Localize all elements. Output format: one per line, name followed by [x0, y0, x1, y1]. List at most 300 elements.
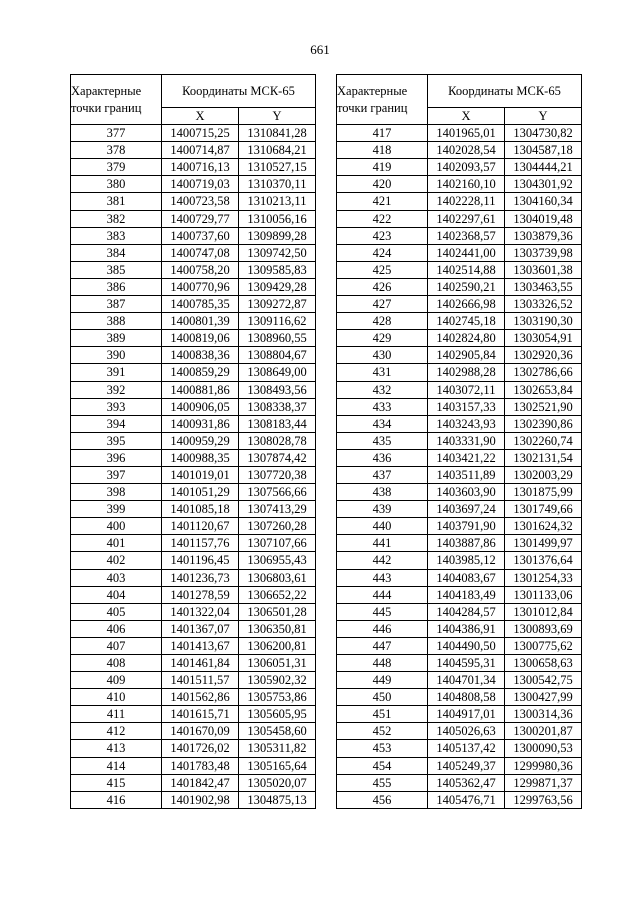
table-row [71, 313, 316, 330]
table-row [71, 689, 316, 706]
coord-y: 1302920,36 [505, 347, 582, 364]
table-row [337, 313, 582, 330]
coord-x: 1400819,06 [162, 330, 239, 347]
table-row [71, 586, 316, 603]
coord-x: 1400729,77 [162, 210, 239, 227]
point-number: 442 [337, 552, 428, 569]
coord-x: 1404386,91 [428, 620, 505, 637]
point-number: 428 [337, 313, 428, 330]
coord-y: 1302003,29 [505, 466, 582, 483]
coord-y: 1310056,16 [239, 210, 316, 227]
point-number: 454 [337, 757, 428, 774]
coord-x: 1402905,84 [428, 347, 505, 364]
coord-y: 1301624,32 [505, 518, 582, 535]
coord-y: 1303601,38 [505, 261, 582, 278]
table-row [71, 552, 316, 569]
coord-x: 1405026,63 [428, 723, 505, 740]
coord-y: 1307413,29 [239, 501, 316, 518]
table-row [71, 244, 316, 261]
table-row [71, 381, 316, 398]
table-row [337, 142, 582, 159]
coord-x: 1401783,48 [162, 757, 239, 774]
point-number: 439 [337, 501, 428, 518]
point-number: 411 [71, 706, 162, 723]
coord-y: 1309429,28 [239, 278, 316, 295]
point-number: 380 [71, 176, 162, 193]
coord-y: 1308493,56 [239, 381, 316, 398]
point-number: 431 [337, 364, 428, 381]
table-row [71, 210, 316, 227]
coord-x: 1400714,87 [162, 142, 239, 159]
coord-y: 1308960,55 [239, 330, 316, 347]
coord-y: 1309272,87 [239, 296, 316, 313]
coord-x: 1403887,86 [428, 535, 505, 552]
point-number: 390 [71, 347, 162, 364]
coord-y: 1300201,87 [505, 723, 582, 740]
point-number: 434 [337, 415, 428, 432]
coord-y: 1309116,62 [239, 313, 316, 330]
table-row [337, 518, 582, 535]
coord-y: 1305165,64 [239, 757, 316, 774]
coord-x: 1402368,57 [428, 227, 505, 244]
coord-x: 1403421,22 [428, 449, 505, 466]
coord-y: 1301133,06 [505, 586, 582, 603]
point-number: 441 [337, 535, 428, 552]
coord-x: 1401413,67 [162, 637, 239, 654]
coord-x: 1401120,67 [162, 518, 239, 535]
table-row [337, 227, 582, 244]
table-row [337, 757, 582, 774]
point-number: 410 [71, 689, 162, 706]
point-number: 438 [337, 484, 428, 501]
coord-y: 1305753,86 [239, 689, 316, 706]
coord-y: 1306652,22 [239, 586, 316, 603]
coord-x: 1402028,54 [428, 142, 505, 159]
point-number: 443 [337, 569, 428, 586]
coord-y: 1303326,52 [505, 296, 582, 313]
point-number: 420 [337, 176, 428, 193]
point-number: 419 [337, 159, 428, 176]
coord-x: 1400801,39 [162, 313, 239, 330]
coord-x: 1403511,89 [428, 466, 505, 483]
coord-x: 1402228,11 [428, 193, 505, 210]
point-number: 449 [337, 672, 428, 689]
point-number: 386 [71, 278, 162, 295]
point-number: 393 [71, 398, 162, 415]
coordinates-table-left [70, 74, 316, 809]
coord-y: 1302786,66 [505, 364, 582, 381]
coord-x: 1401085,18 [162, 501, 239, 518]
table-row [71, 706, 316, 723]
coord-x: 1404595,31 [428, 655, 505, 672]
coord-x: 1402297,61 [428, 210, 505, 227]
table-row [71, 723, 316, 740]
coord-y: 1301499,97 [505, 535, 582, 552]
point-number: 450 [337, 689, 428, 706]
coord-x: 1405137,42 [428, 740, 505, 757]
point-number: 448 [337, 655, 428, 672]
coord-x: 1400758,20 [162, 261, 239, 278]
coord-x: 1400785,35 [162, 296, 239, 313]
coord-x: 1402666,98 [428, 296, 505, 313]
table-row [71, 415, 316, 432]
coord-x: 1401511,57 [162, 672, 239, 689]
coord-x: 1400723,58 [162, 193, 239, 210]
coord-x: 1401965,01 [428, 125, 505, 142]
table-row [337, 415, 582, 432]
table-row [337, 774, 582, 791]
table-row [71, 603, 316, 620]
coord-x: 1401670,09 [162, 723, 239, 740]
point-number: 440 [337, 518, 428, 535]
point-number: 444 [337, 586, 428, 603]
point-number: 403 [71, 569, 162, 586]
coord-y: 1302521,90 [505, 398, 582, 415]
point-number: 421 [337, 193, 428, 210]
table-row [71, 466, 316, 483]
coord-y: 1301875,99 [505, 484, 582, 501]
coord-y: 1302260,74 [505, 432, 582, 449]
table-row [337, 791, 582, 808]
table-row [337, 484, 582, 501]
coord-x: 1404284,57 [428, 603, 505, 620]
table-row [71, 193, 316, 210]
table-row [337, 398, 582, 415]
point-number: 398 [71, 484, 162, 501]
table-row [71, 142, 316, 159]
header-y: Y [505, 108, 582, 125]
point-number: 379 [71, 159, 162, 176]
table-row [71, 774, 316, 791]
coord-y: 1308028,78 [239, 432, 316, 449]
point-number: 406 [71, 620, 162, 637]
point-number: 436 [337, 449, 428, 466]
point-number: 453 [337, 740, 428, 757]
coord-x: 1401615,71 [162, 706, 239, 723]
header-points: Характерные точки границ [337, 75, 428, 125]
table-row [71, 535, 316, 552]
coord-x: 1404183,49 [428, 586, 505, 603]
table-row [337, 740, 582, 757]
coord-x: 1400906,05 [162, 398, 239, 415]
point-number: 435 [337, 432, 428, 449]
table-row [337, 244, 582, 261]
coord-y: 1305311,82 [239, 740, 316, 757]
coord-y: 1310213,11 [239, 193, 316, 210]
coord-x: 1403697,24 [428, 501, 505, 518]
point-number: 391 [71, 364, 162, 381]
table-row [71, 620, 316, 637]
coord-x: 1404083,67 [428, 569, 505, 586]
coord-y: 1307107,66 [239, 535, 316, 552]
point-number: 423 [337, 227, 428, 244]
table-row [71, 347, 316, 364]
table-row [71, 484, 316, 501]
coord-x: 1400881,86 [162, 381, 239, 398]
point-number: 402 [71, 552, 162, 569]
coord-x: 1402441,00 [428, 244, 505, 261]
point-number: 422 [337, 210, 428, 227]
coord-x: 1401562,86 [162, 689, 239, 706]
table-row [337, 347, 582, 364]
table-row [71, 330, 316, 347]
point-number: 384 [71, 244, 162, 261]
coord-y: 1308183,44 [239, 415, 316, 432]
coord-x: 1401236,73 [162, 569, 239, 586]
table-row [337, 449, 582, 466]
coord-x: 1403603,90 [428, 484, 505, 501]
coord-x: 1404490,50 [428, 637, 505, 654]
coord-y: 1299871,37 [505, 774, 582, 791]
coord-y: 1302653,84 [505, 381, 582, 398]
coord-y: 1308649,00 [239, 364, 316, 381]
coord-y: 1304019,48 [505, 210, 582, 227]
coord-y: 1299980,36 [505, 757, 582, 774]
table-row [337, 381, 582, 398]
coord-y: 1301254,33 [505, 569, 582, 586]
point-number: 416 [71, 791, 162, 808]
point-number: 392 [71, 381, 162, 398]
coord-y: 1310841,28 [239, 125, 316, 142]
point-number: 433 [337, 398, 428, 415]
table-row [71, 655, 316, 672]
header-points: Характерные точки границ [71, 75, 162, 125]
header-y: Y [239, 108, 316, 125]
table-row [337, 466, 582, 483]
table-row [337, 552, 582, 569]
table-row [337, 603, 582, 620]
point-number: 405 [71, 603, 162, 620]
table-body-left [71, 125, 316, 809]
coord-y: 1306200,81 [239, 637, 316, 654]
coord-x: 1402160,10 [428, 176, 505, 193]
coord-y: 1303054,91 [505, 330, 582, 347]
coord-y: 1300658,63 [505, 655, 582, 672]
coord-y: 1305458,60 [239, 723, 316, 740]
coord-y: 1310527,15 [239, 159, 316, 176]
coord-x: 1400719,03 [162, 176, 239, 193]
coord-x: 1405476,71 [428, 791, 505, 808]
table-row [337, 210, 582, 227]
point-number: 387 [71, 296, 162, 313]
point-number: 432 [337, 381, 428, 398]
page-number: 661 [310, 42, 330, 57]
point-number: 426 [337, 278, 428, 295]
coord-x: 1401902,98 [162, 791, 239, 808]
coord-y: 1309899,28 [239, 227, 316, 244]
coord-y: 1300542,75 [505, 672, 582, 689]
coord-x: 1402590,21 [428, 278, 505, 295]
coord-x: 1400737,60 [162, 227, 239, 244]
table-row [71, 278, 316, 295]
coord-y: 1304301,92 [505, 176, 582, 193]
coord-x: 1405249,37 [428, 757, 505, 774]
coord-x: 1401019,01 [162, 466, 239, 483]
table-row [337, 706, 582, 723]
header-coordinates: Координаты МСК-65 [162, 75, 316, 108]
coord-y: 1302390,86 [505, 415, 582, 432]
coord-x: 1402824,80 [428, 330, 505, 347]
point-number: 447 [337, 637, 428, 654]
coord-y: 1308338,37 [239, 398, 316, 415]
header-coordinates: Координаты МСК-65 [428, 75, 582, 108]
coord-y: 1307720,38 [239, 466, 316, 483]
point-number: 417 [337, 125, 428, 142]
table-row [71, 432, 316, 449]
point-number: 394 [71, 415, 162, 432]
coord-y: 1306501,28 [239, 603, 316, 620]
table-row [337, 501, 582, 518]
point-number: 396 [71, 449, 162, 466]
coord-y: 1301376,64 [505, 552, 582, 569]
table-row [71, 791, 316, 808]
point-number: 451 [337, 706, 428, 723]
table-row [337, 159, 582, 176]
point-number: 377 [71, 125, 162, 142]
point-number: 383 [71, 227, 162, 244]
coord-x: 1403157,33 [428, 398, 505, 415]
coord-y: 1303463,55 [505, 278, 582, 295]
coord-y: 1310370,11 [239, 176, 316, 193]
point-number: 427 [337, 296, 428, 313]
coord-y: 1307566,66 [239, 484, 316, 501]
coord-y: 1309742,50 [239, 244, 316, 261]
table-row [71, 637, 316, 654]
table-row [337, 535, 582, 552]
table-row [337, 296, 582, 313]
table-row [337, 330, 582, 347]
point-number: 404 [71, 586, 162, 603]
point-number: 381 [71, 193, 162, 210]
header-x: X [162, 108, 239, 125]
table-row [71, 261, 316, 278]
point-number: 452 [337, 723, 428, 740]
point-number: 445 [337, 603, 428, 620]
table-row [337, 278, 582, 295]
coord-x: 1400988,35 [162, 449, 239, 466]
point-number: 424 [337, 244, 428, 261]
coord-x: 1402093,57 [428, 159, 505, 176]
coord-x: 1401278,59 [162, 586, 239, 603]
point-number: 399 [71, 501, 162, 518]
coord-y: 1305902,32 [239, 672, 316, 689]
table-row [337, 432, 582, 449]
coord-y: 1305020,07 [239, 774, 316, 791]
table-row [337, 620, 582, 637]
coord-y: 1301749,66 [505, 501, 582, 518]
coord-x: 1401051,29 [162, 484, 239, 501]
table-row [71, 398, 316, 415]
coord-y: 1307874,42 [239, 449, 316, 466]
coord-x: 1401367,07 [162, 620, 239, 637]
point-number: 456 [337, 791, 428, 808]
coord-x: 1401461,84 [162, 655, 239, 672]
coord-x: 1405362,47 [428, 774, 505, 791]
table-row [337, 569, 582, 586]
table-row [71, 501, 316, 518]
table-row [71, 449, 316, 466]
coord-x: 1400859,29 [162, 364, 239, 381]
coord-y: 1306955,43 [239, 552, 316, 569]
coord-y: 1304875,13 [239, 791, 316, 808]
table-row [71, 740, 316, 757]
point-number: 412 [71, 723, 162, 740]
point-number: 409 [71, 672, 162, 689]
point-number: 395 [71, 432, 162, 449]
table-row [337, 586, 582, 603]
point-number: 382 [71, 210, 162, 227]
table-row [337, 672, 582, 689]
table-row [71, 125, 316, 142]
table-row [71, 159, 316, 176]
coord-x: 1402988,28 [428, 364, 505, 381]
table-body-right [337, 125, 582, 809]
coord-y: 1309585,83 [239, 261, 316, 278]
coord-x: 1401322,04 [162, 603, 239, 620]
point-number: 414 [71, 757, 162, 774]
coord-y: 1302131,54 [505, 449, 582, 466]
point-number: 413 [71, 740, 162, 757]
coord-x: 1400770,96 [162, 278, 239, 295]
coord-x: 1404917,01 [428, 706, 505, 723]
coord-x: 1400959,29 [162, 432, 239, 449]
table-row [337, 261, 582, 278]
coord-y: 1306803,61 [239, 569, 316, 586]
coord-x: 1401157,76 [162, 535, 239, 552]
table-row [71, 296, 316, 313]
point-number: 437 [337, 466, 428, 483]
coord-x: 1400716,13 [162, 159, 239, 176]
table-row [71, 518, 316, 535]
point-number: 429 [337, 330, 428, 347]
coord-y: 1300775,62 [505, 637, 582, 654]
point-number: 407 [71, 637, 162, 654]
coord-x: 1403791,90 [428, 518, 505, 535]
coord-y: 1303190,30 [505, 313, 582, 330]
point-number: 401 [71, 535, 162, 552]
point-number: 455 [337, 774, 428, 791]
table-row [337, 655, 582, 672]
table-row [71, 672, 316, 689]
point-number: 397 [71, 466, 162, 483]
table-row [337, 689, 582, 706]
coord-y: 1300314,36 [505, 706, 582, 723]
table-row [71, 364, 316, 381]
coord-y: 1304587,18 [505, 142, 582, 159]
table-row [337, 723, 582, 740]
coord-x: 1401842,47 [162, 774, 239, 791]
table-row [337, 193, 582, 210]
table-row [337, 637, 582, 654]
coord-y: 1300090,53 [505, 740, 582, 757]
coord-x: 1400838,36 [162, 347, 239, 364]
coord-y: 1306051,31 [239, 655, 316, 672]
point-number: 385 [71, 261, 162, 278]
coord-y: 1303739,98 [505, 244, 582, 261]
coord-x: 1401196,45 [162, 552, 239, 569]
coord-y: 1305605,95 [239, 706, 316, 723]
coord-y: 1300893,69 [505, 620, 582, 637]
point-number: 415 [71, 774, 162, 791]
coord-x: 1402514,88 [428, 261, 505, 278]
coord-x: 1402745,18 [428, 313, 505, 330]
coord-y: 1307260,28 [239, 518, 316, 535]
coord-y: 1299763,56 [505, 791, 582, 808]
point-number: 425 [337, 261, 428, 278]
coord-x: 1400931,86 [162, 415, 239, 432]
table-row [337, 125, 582, 142]
point-number: 430 [337, 347, 428, 364]
